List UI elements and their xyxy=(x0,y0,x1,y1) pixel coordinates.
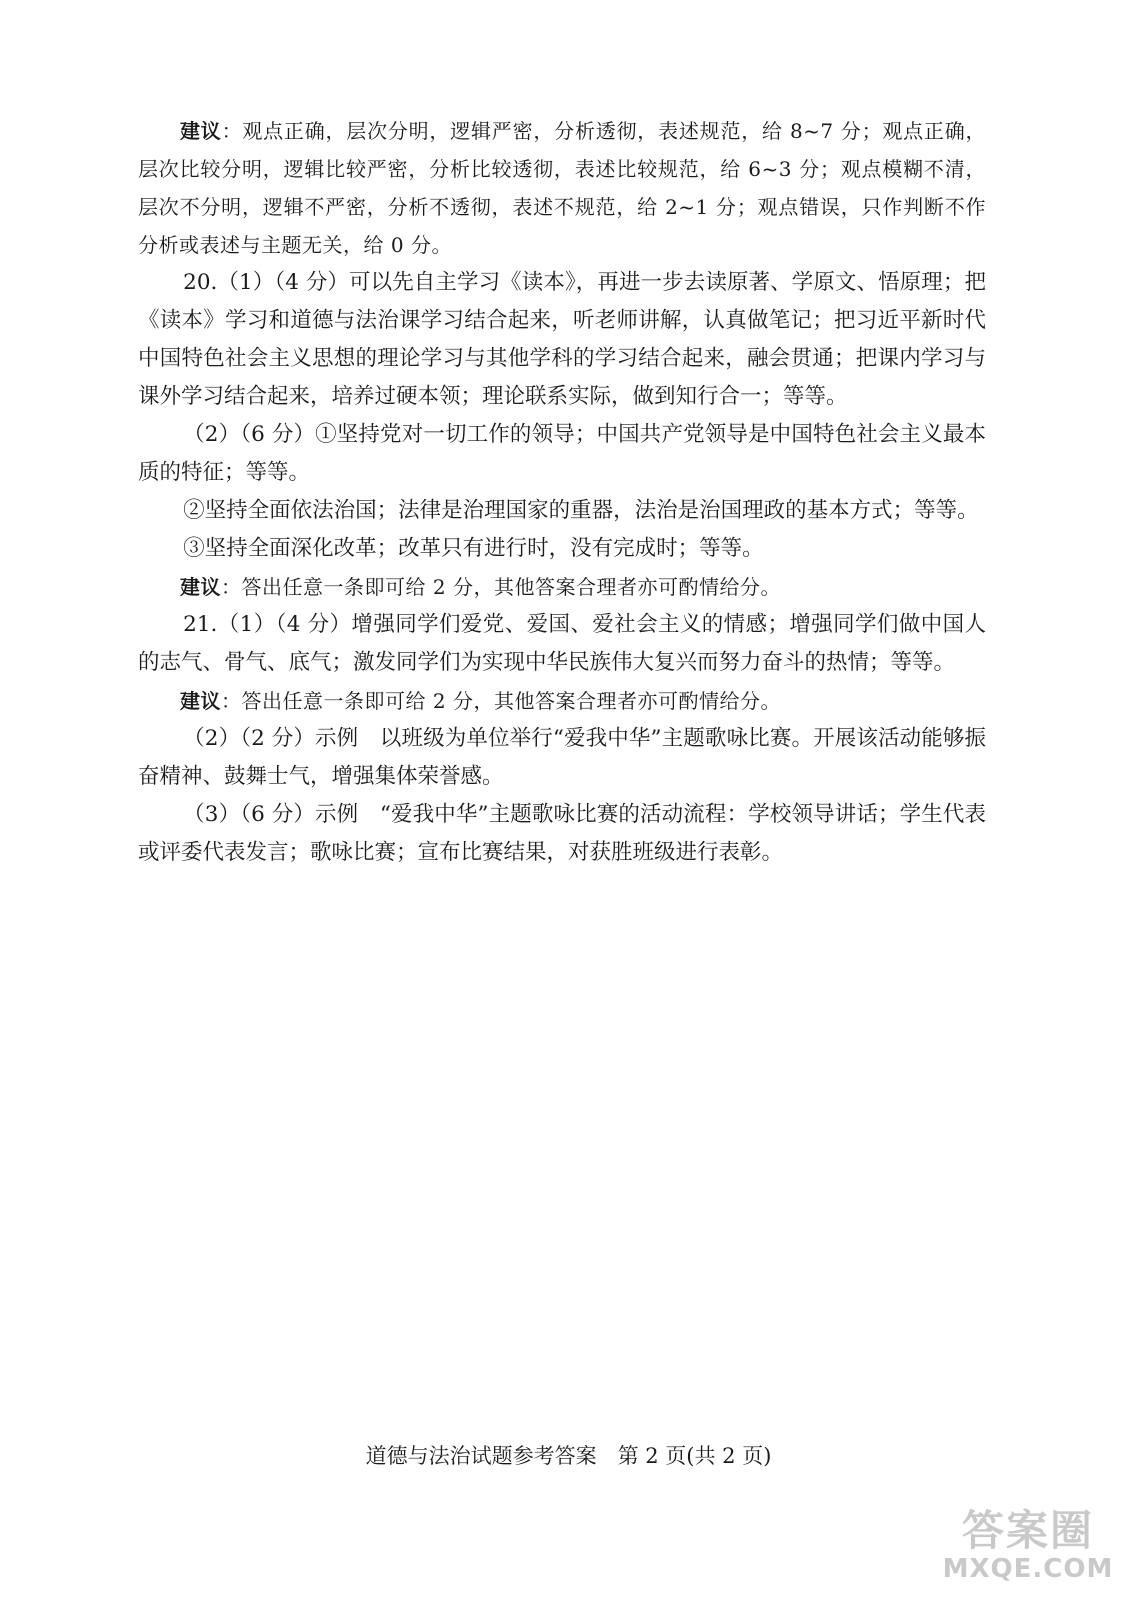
grading-note-2 xyxy=(138,568,986,606)
watermark-logo-text: 答案圈 xyxy=(961,1506,1094,1555)
answer-21-3: （3）（6 分）示例 “爱我中华”主题歌咏比赛的活动流程：学校领导讲话；学生代表或评委代表发言；歌咏比赛；宣布比赛结果，对获胜班级进行表彰。 xyxy=(138,802,986,865)
note-text: ：观点正确，层次分明，逻辑严密，分析透彻，表述规范，给 8~7 分；观点正确，层次比较分明，逻辑比较严密，分析比较透彻，表述比较规范，给 6~3 分；观点模糊不清，层次不分明，逻辑不严密，分析不透彻，表述不规范，给 2~1 分；观点错误，只作判断不作分析或表述与主题无关，给 0 分。 xyxy=(138,119,987,257)
answer-21-1: 21.（1）（4 分）增强同学们爱党、爱国、爱社会主义的情感；增强同学们做中国人的志气、骨气、底气；激发同学们为实现中华民族伟大复兴而努力奋斗的热情；等等。 xyxy=(138,612,986,675)
watermark-logo xyxy=(933,1506,1123,1592)
answer-20-1: 20.（1）（4 分）可以先自主学习《读本》，再进一步去读原著、学原文、悟原理；把《读本》学习和道德与法治课学习结合起来，听老师讲解，认真做笔记；把习近平新时代中国特色社会主义思想的理论学习与其他学科的学习结合起来，融会贯通；把课内学习与课外学习结合起来，培养过硬本领；理论联系实际，做到知行合一；等等。 xyxy=(138,270,986,409)
watermark-url: MXQE.COM xyxy=(942,1554,1114,1584)
note-text: ：答出任意一条即可给 2 分，其他答案合理者亦可酌情给分。 xyxy=(221,689,781,713)
note-label: 建议 xyxy=(180,689,221,713)
grading-note-1 xyxy=(138,112,986,264)
page-footer: 道德与法治试题参考答案 第 2 页(共 2 页) xyxy=(365,1444,772,1468)
note-label: 建议 xyxy=(180,575,221,599)
note-label: 建议 xyxy=(180,119,222,143)
answer-20-2-b: ②坚持全面依法治国；法律是治理国家的重器，法治是治国理政的基本方式；等等。 xyxy=(183,498,979,523)
answer-20-2-c: ③坚持全面深化改革；改革只有进行时，没有完成时；等等。 xyxy=(183,536,764,561)
answer-20-2-a: （2）（6 分）①坚持党对一切工作的领导；中国共产党领导是中国特色社会主义最本质的特征；等等。 xyxy=(138,422,986,485)
note-text: ：答出任意一条即可给 2 分，其他答案合理者亦可酌情给分。 xyxy=(221,575,781,599)
answer-21-2: （2）（2 分）示例 以班级为单位举行“爱我中华”主题歌咏比赛。开展该活动能够振奋精神、鼓舞士气，增强集体荣誉感。 xyxy=(138,726,986,789)
grading-note-3 xyxy=(138,682,986,720)
answer-content xyxy=(138,112,986,872)
